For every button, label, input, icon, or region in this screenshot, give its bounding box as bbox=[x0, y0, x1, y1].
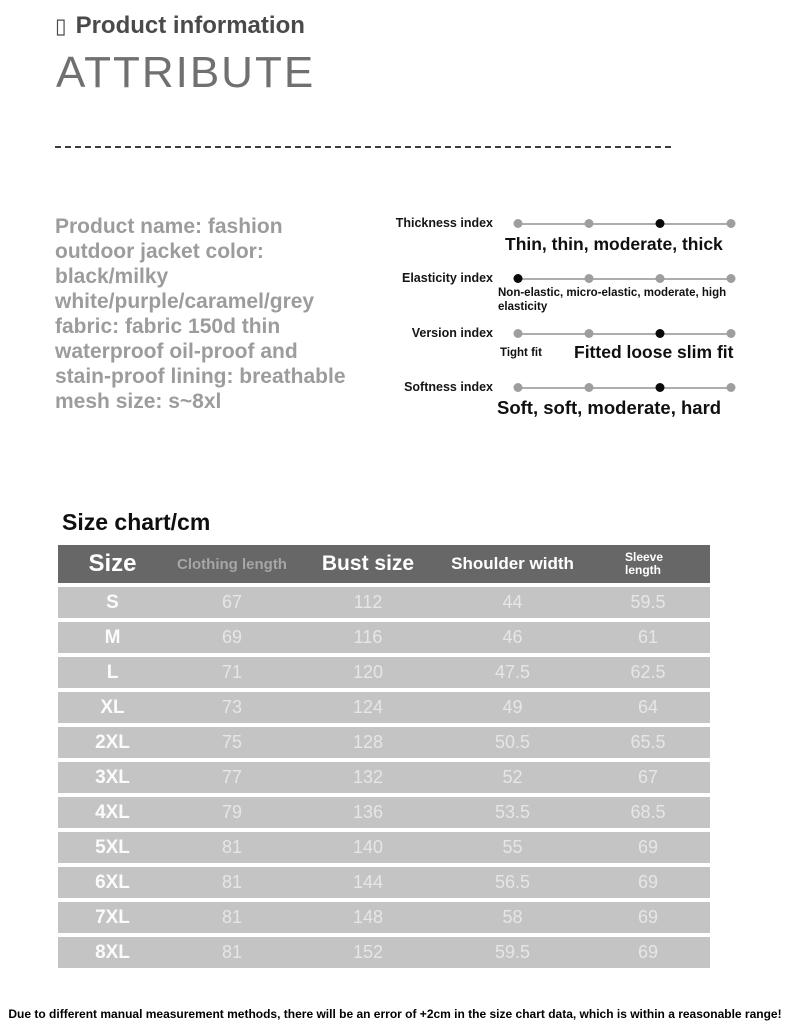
sleeve-length-cell: 67 bbox=[637, 767, 659, 787]
missing-glyph-icon: ▯ bbox=[55, 14, 67, 38]
bust-size-cell: 116 bbox=[353, 627, 383, 647]
size-cell: 6XL bbox=[95, 871, 130, 893]
clothing-length-cell: 73 bbox=[221, 697, 243, 717]
softness-caption: Soft, soft, moderate, hard bbox=[497, 397, 722, 418]
shoulder-width-cell: 53.5 bbox=[494, 802, 531, 822]
scale-line bbox=[518, 333, 731, 335]
table-row bbox=[58, 797, 710, 828]
table-row bbox=[58, 937, 710, 968]
scale-dot bbox=[584, 329, 593, 338]
clothing-length-cell: 81 bbox=[221, 872, 243, 892]
sleeve-length-cell: 59.5 bbox=[630, 592, 666, 612]
bust-size-cell: 112 bbox=[353, 592, 383, 612]
sleeve-length-cell: 64 bbox=[637, 697, 659, 717]
thickness-scale bbox=[518, 219, 731, 228]
header-cell-shoulder-width: Shoulder width bbox=[451, 554, 574, 573]
sleeve-length-cell: 62.5 bbox=[630, 662, 666, 682]
scale-dot bbox=[514, 329, 523, 338]
elasticity-caption: Non-elastic, micro-elastic, moderate, high elasticity bbox=[498, 287, 727, 313]
bust-size-cell: 152 bbox=[352, 942, 384, 962]
bust-size-cell: 144 bbox=[352, 872, 384, 892]
size-cell: 2XL bbox=[95, 731, 130, 753]
scale-dot bbox=[514, 383, 523, 392]
page-subtitle: ATTRIBUTE bbox=[56, 48, 316, 97]
sleeve-length-cell: 61 bbox=[637, 627, 659, 647]
sleeve-length-cell: 69 bbox=[637, 942, 659, 962]
header-cell-size: Size bbox=[88, 550, 137, 577]
version-caption-prefix: Tight fit bbox=[500, 347, 542, 359]
measurement-disclaimer: Due to different manual measurement methods, there will be an error of +2cm in the size chart data, which is within a reasonable range! bbox=[8, 1007, 782, 1021]
clothing-length-cell: 79 bbox=[221, 802, 243, 822]
header-section bbox=[55, 12, 305, 40]
sleeve-length-cell: 68.5 bbox=[630, 802, 666, 822]
table-row bbox=[58, 692, 710, 723]
clothing-length-cell: 75 bbox=[221, 732, 243, 752]
index-row-thickness bbox=[390, 216, 790, 236]
clothing-length-cell: 81 bbox=[221, 837, 243, 857]
size-cell: S bbox=[106, 591, 119, 613]
sleeve-length-cell: 69 bbox=[637, 837, 659, 857]
scale-line bbox=[518, 278, 731, 280]
version-scale bbox=[518, 329, 731, 338]
sleeve-length-cell: 65.5 bbox=[630, 732, 666, 752]
table-row bbox=[58, 867, 710, 898]
table-row bbox=[58, 657, 710, 688]
size-table-body bbox=[58, 587, 710, 968]
size-cell: XL bbox=[100, 696, 125, 718]
scale-line bbox=[518, 387, 731, 389]
scale-dot bbox=[514, 219, 523, 228]
scale-dot bbox=[727, 383, 736, 392]
size-cell: 8XL bbox=[95, 941, 130, 963]
shoulder-width-cell: 46 bbox=[502, 627, 523, 647]
bust-size-cell: 128 bbox=[352, 732, 384, 752]
size-cell: 4XL bbox=[95, 801, 130, 823]
scale-dot bbox=[584, 219, 593, 228]
clothing-length-cell: 67 bbox=[221, 592, 243, 612]
size-cell: M bbox=[104, 626, 121, 648]
table-row bbox=[58, 762, 710, 793]
size-table bbox=[58, 545, 710, 968]
size-chart-title: Size chart/cm bbox=[62, 509, 211, 535]
size-cell: 5XL bbox=[95, 836, 130, 858]
index-label: Thickness index bbox=[395, 216, 493, 230]
scale-dot bbox=[727, 219, 736, 228]
sleeve-length-cell: 69 bbox=[637, 907, 659, 927]
shoulder-width-cell: 59.5 bbox=[494, 942, 531, 962]
header-cell-clothing-length: Clothing length bbox=[177, 555, 287, 573]
clothing-length-cell: 81 bbox=[221, 907, 243, 927]
scale-dot bbox=[584, 274, 593, 283]
index-label: Softness index bbox=[404, 380, 493, 394]
shoulder-width-cell: 56.5 bbox=[494, 872, 531, 892]
version-caption: Fitted loose slim fit bbox=[574, 342, 734, 362]
scale-dot bbox=[584, 383, 593, 392]
scale-dot-active bbox=[514, 274, 523, 283]
shoulder-width-cell: 58 bbox=[502, 907, 523, 927]
shoulder-width-cell: 52 bbox=[502, 767, 523, 787]
shoulder-width-cell: 49 bbox=[502, 697, 523, 717]
shoulder-width-cell: 50.5 bbox=[494, 732, 531, 752]
clothing-length-cell: 71 bbox=[221, 662, 243, 682]
softness-scale bbox=[518, 383, 731, 392]
clothing-length-cell: 69 bbox=[221, 627, 243, 647]
size-cell: 7XL bbox=[95, 906, 130, 928]
shoulder-width-cell: 44 bbox=[502, 592, 523, 612]
index-label: Elasticity index bbox=[401, 271, 493, 285]
size-cell: 3XL bbox=[95, 766, 130, 788]
table-row bbox=[58, 622, 710, 653]
bust-size-cell: 120 bbox=[352, 662, 384, 682]
scale-dot bbox=[727, 274, 736, 283]
table-row bbox=[58, 587, 710, 618]
shoulder-width-cell: 47.5 bbox=[494, 662, 531, 682]
scale-line bbox=[518, 223, 731, 225]
scale-dot-active bbox=[655, 383, 664, 392]
header-cell-sleeve-length: Sleeve length bbox=[625, 550, 664, 577]
dashed-divider bbox=[55, 146, 671, 148]
bust-size-cell: 124 bbox=[352, 697, 384, 717]
clothing-length-cell: 77 bbox=[221, 767, 243, 787]
bust-size-cell: 136 bbox=[352, 802, 384, 822]
index-label: Version index bbox=[411, 326, 493, 340]
page-title: Product information bbox=[75, 12, 305, 39]
size-cell: L bbox=[106, 661, 119, 683]
size-table-header bbox=[58, 545, 710, 583]
header-cell-bust-size: Bust size bbox=[321, 552, 415, 575]
product-description: Product name: fashion outdoor jacket color: black/milky white/purple/caramel/grey fabric: fabric 150d thin waterproof oil-proof and stain-proof lining: breathable mesh size: s~8xl bbox=[55, 215, 346, 413]
sleeve-length-cell: 69 bbox=[637, 872, 659, 892]
bust-size-cell: 148 bbox=[352, 907, 384, 927]
scale-dot bbox=[655, 274, 664, 283]
bust-size-cell: 132 bbox=[352, 767, 384, 787]
bust-size-cell: 140 bbox=[352, 837, 384, 857]
scale-dot-active bbox=[655, 329, 664, 338]
thickness-caption: Thin, thin, moderate, thick bbox=[505, 234, 723, 254]
table-row bbox=[58, 832, 710, 863]
clothing-length-cell: 81 bbox=[221, 942, 243, 962]
scale-dot bbox=[727, 329, 736, 338]
table-row bbox=[58, 727, 710, 758]
shoulder-width-cell: 55 bbox=[502, 837, 523, 857]
elasticity-scale bbox=[518, 274, 731, 283]
table-row bbox=[58, 902, 710, 933]
scale-dot-active bbox=[655, 219, 664, 228]
